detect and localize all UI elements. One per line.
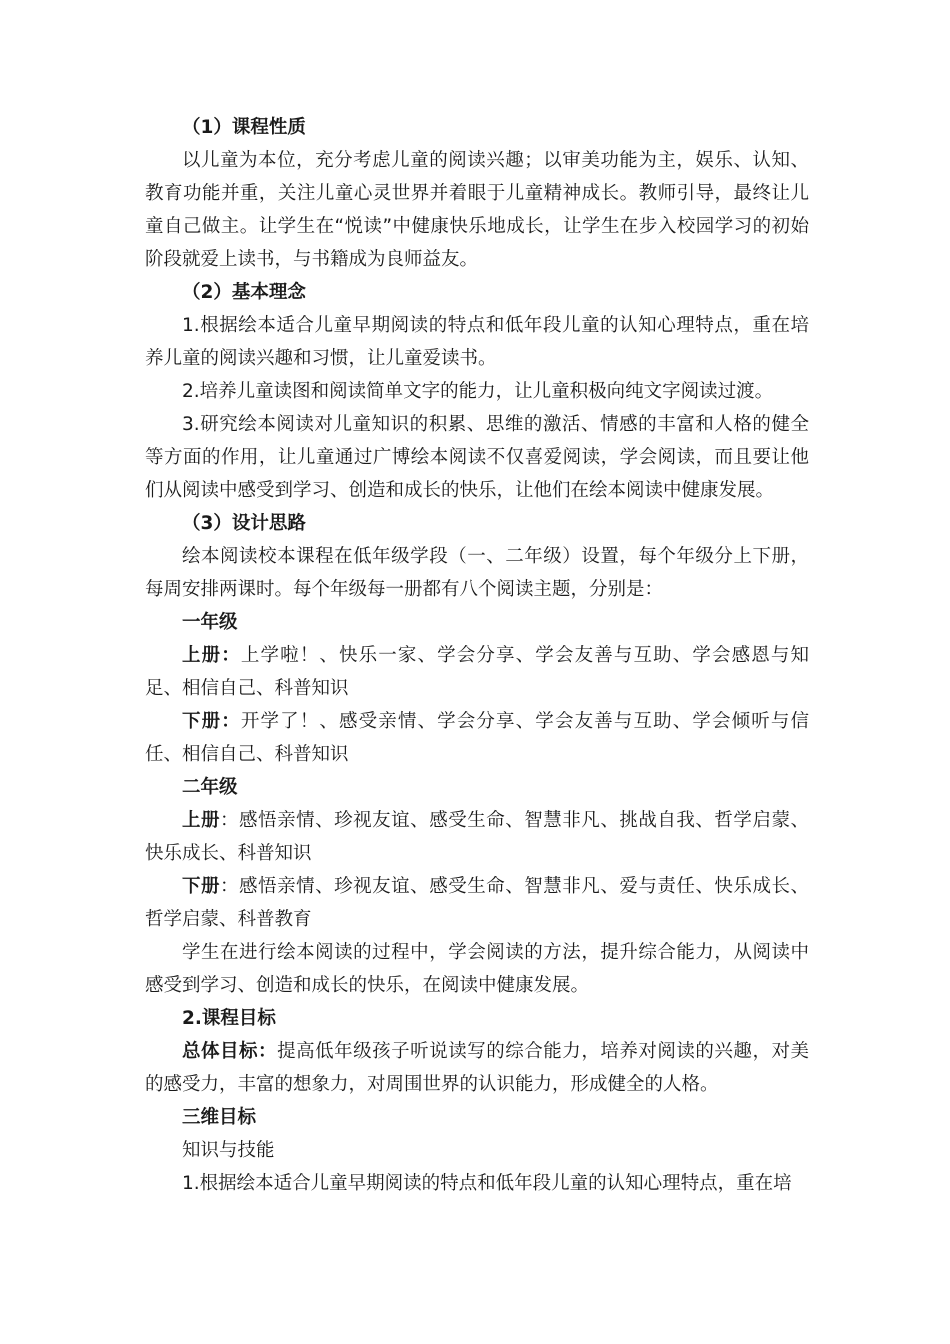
paragraph-design-closing: 学生在进行绘本阅读的过程中，学会阅读的方法，提升综合能力，从阅读中感受到学习、创造和成长的快乐，在阅读中健康发展。: [145, 942, 809, 996]
section-heading-basic-concept: （2）基本理念: [182, 282, 306, 303]
section-heading-design: （3）设计思路: [182, 513, 306, 534]
paragraph-course-nature: 以儿童为本位，充分考虑儿童的阅读兴趣；以审美功能为主，娱乐、认知、教育功能并重，关注儿童心灵世界并着眼于儿童精神成长。教师引导，最终让儿童自己做主。让学生在“悦读”中健康快乐地成长，让学生在步入校园学习的初始阶段就爱上读书，与书籍成为良师益友。: [145, 150, 809, 270]
grade-1-lower-volume: [145, 705, 809, 771]
grade-2-upper-volume: [145, 804, 809, 870]
lower-volume-topics: ：感悟亲情、珍视友谊、感受生命、智慧非凡、爱与责任、快乐成长、哲学启蒙、科普教育: [145, 876, 809, 930]
upper-volume-topics: 上学啦！、快乐一家、学会分享、学会友善与互助、学会感恩与知足、相信自己、科普知识: [145, 645, 809, 699]
paragraph-design-intro: 绘本阅读校本课程在低年级学段（一、二年级）设置，每个年级分上下册，每周安排两课时。每个年级每一册都有八个阅读主题，分别是：: [145, 546, 809, 600]
knowledge-skills-subheading: 知识与技能: [182, 1140, 275, 1161]
upper-volume-topics: ：感悟亲情、珍视友谊、感受生命、智慧非凡、挑战自我、哲学启蒙、快乐成长、科普知识: [145, 810, 809, 864]
lower-volume-label: 下册：: [182, 711, 241, 732]
paragraph-concept-1: 1.根据绘本适合儿童早期阅读的特点和低年段儿童的认知心理特点，重在培养儿童的阅读兴趣和习惯，让儿童爱读书。: [145, 315, 809, 369]
upper-volume-label: 上册: [182, 810, 221, 831]
paragraph-concept-3: 3.研究绘本阅读对儿童知识的积累、思维的激活、情感的丰富和人格的健全等方面的作用，让儿童通过广博绘本阅读不仅喜爱阅读，学会阅读，而且要让他们从阅读中感受到学习、创造和成长的快乐，让他们在绘本阅读中健康发展。: [145, 414, 809, 501]
grade-2-lower-volume: [145, 870, 809, 936]
grade-1-title: 一年级: [182, 612, 238, 633]
lower-volume-topics: 开学了！、感受亲情、学会分享、学会友善与互助、学会倾听与信任、相信自己、科普知识: [145, 711, 809, 765]
paragraph-knowledge-1: 1.根据绘本适合儿童早期阅读的特点和低年段儿童的认知心理特点，重在培: [182, 1173, 792, 1194]
paragraph-concept-2: 2.培养儿童读图和阅读简单文字的能力，让儿童积极向纯文字阅读过渡。: [182, 381, 774, 402]
section-heading-course-nature: （1）课程性质: [182, 117, 306, 138]
document-page: [145, 111, 809, 1200]
overall-goal-label: 总体目标：: [182, 1041, 278, 1062]
paragraph-overall-goal: [145, 1035, 809, 1101]
grade-2-title: 二年级: [182, 777, 238, 798]
lower-volume-label: 下册: [182, 876, 221, 897]
grade-1-upper-volume: [145, 639, 809, 705]
overall-goal-text: 提高低年级孩子听说读写的综合能力，培养对阅读的兴趣，对美的感受力，丰富的想象力，对周围世界的认识能力，形成健全的人格。: [145, 1041, 809, 1095]
upper-volume-label: 上册：: [182, 645, 241, 666]
section-heading-course-goals: 2.课程目标: [182, 1008, 276, 1029]
three-dimensional-goals-heading: 三维目标: [182, 1107, 257, 1128]
